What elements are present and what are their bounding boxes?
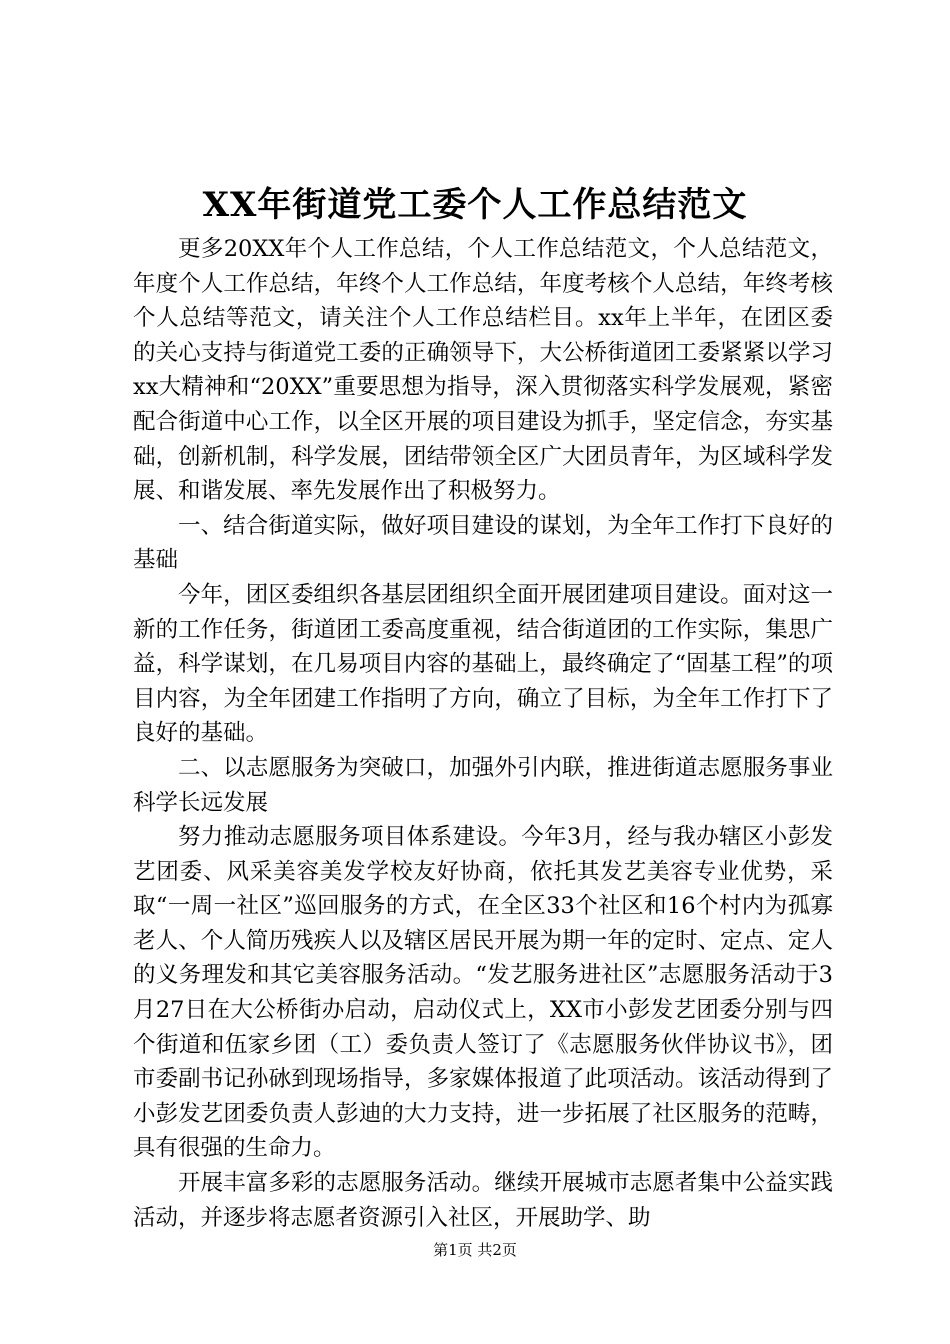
document-body xyxy=(133,232,833,1235)
document-title: XX年街道党工委个人工作总结范文 xyxy=(202,185,748,225)
paragraph-section-1: 今年，团区委组织各基层团组织全面开展团建项目建设。面对这一新的工作任务，街道团工委高度重视，结合街道团的工作实际，集思广益，科学谋划，在几易项目内容的基础上，最终确定了“固基工程”的项目内容，为全年团建工作指明了方向，确立了目标，为全年工作打下了良好的基础。 xyxy=(133,581,833,747)
section-heading-1: 一、结合街道实际，做好项目建设的谋划，为全年工作打下良好的基础 xyxy=(133,512,833,574)
section-heading-2: 二、以志愿服务为突破口，加强外引内联，推进街道志愿服务事业科学长远发展 xyxy=(133,754,833,816)
paragraph-intro: 更多20XX年个人工作总结，个人工作总结范文，个人总结范文，年度个人工作总结，年终个人工作总结，年度考核个人总结，年终考核个人总结等范文，请关注个人工作总结栏目。xx年上半年，在团区委的关心支持与街道党工委的正确领导下，大公桥街道团工委紧紧以学习xx大精神和“20XX”重要思想为指导，深入贯彻落实科学发展观，紧密配合街道中心工作，以全区开展的项目建设为抓手，坚定信念，夯实基础，创新机制，科学发展，团结带领全区广大团员青年，为区域科学发展、和谐发展、率先发展作出了积极努力。 xyxy=(133,236,833,505)
page-number-footer: 第1页 共2页 xyxy=(433,1241,517,1259)
paragraph-volunteer-project: 努力推动志愿服务项目体系建设。今年3月，经与我办辖区小彭发艺团委、风采美容美发学校友好协商，依托其发艺美容专业优势，采取“一周一社区”巡回服务的方式，在全区33个社区和16个村内为孤寡老人、个人简历残疾人以及辖区居民开展为期一年的定时、定点、定人的义务理发和其它美容服务活动。“发艺服务进社区”志愿服务活动于3月27日在大公桥街办启动，启动仪式上，XX市小彭发艺团委分别与四个街道和伍家乡团（工）委负责人签订了《志愿服务伙伴协议书》，团市委副书记孙砅到现场指导，多家媒体报道了此项活动。该活动得到了小彭发艺团委负责人彭迪的大力支持，进一步拓展了社区服务的范畴，具有很强的生命力。 xyxy=(133,824,833,1162)
paragraph-volunteer-activities: 开展丰富多彩的志愿服务活动。继续开展城市志愿者集中公益实践活动，并逐步将志愿者资源引入社区，开展助学、助 xyxy=(133,1170,833,1231)
